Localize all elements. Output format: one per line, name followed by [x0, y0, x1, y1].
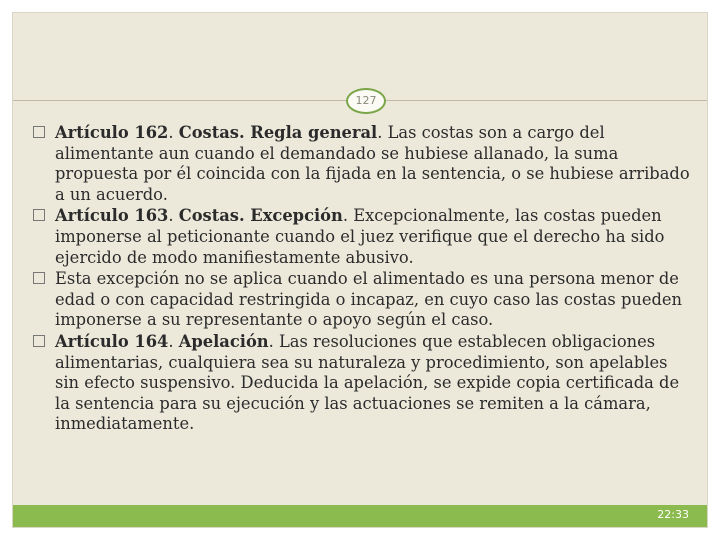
separator: . — [168, 206, 179, 226]
paragraph-article-164 — [33, 332, 693, 435]
separator: . — [168, 123, 179, 142]
paragraph-article-163 — [33, 206, 693, 268]
page-number-badge: 127 — [346, 88, 386, 114]
bullet-icon — [33, 126, 45, 138]
separator: . — [168, 331, 179, 351]
paragraph-article-162 — [33, 123, 693, 205]
article-title: Costas. Excepción — [178, 206, 343, 226]
article-body: . Excepcionalmente, las costas pueden imponerse al peticionante cuando el juez verifique que el derecho ha sido ejercido de modo manifiestamente abusivo. — [55, 206, 665, 267]
bullet-icon — [33, 335, 45, 347]
footer-bar — [13, 505, 707, 527]
article-body: . Las resoluciones que establecen obligaciones alimentarias, cualquiera sea su naturaleza y procedimiento, son apelables sin efecto suspensivo. Deducida la apelación, se expide copia certificada de la sentencia para su ejecución y las actuaciones se remiten a la cámara, inmediatamente. — [55, 331, 680, 434]
article-title: Costas. Regla general — [178, 123, 378, 142]
article-number: Artículo 164 — [55, 331, 169, 351]
article-number: Artículo 163 — [55, 206, 169, 226]
bullet-icon — [33, 209, 45, 221]
article-body: . Las costas son a cargo del alimentante aun cuando el demandado se hubiese allanado, la suma propuesta por él coincida con la fijada en la sentencia, o se hubiese arribado a un acuerdo. — [55, 123, 690, 204]
slide-content — [33, 123, 693, 436]
article-number: Artículo 162 — [55, 123, 169, 142]
slide — [12, 12, 708, 528]
footer-time: 22:33 — [657, 508, 689, 521]
paragraph-exception-note — [33, 269, 693, 331]
bullet-icon — [33, 272, 45, 284]
note-body: Esta excepción no se aplica cuando el alimentado es una persona menor de edad o con capacidad restringida o incapaz, en cuyo caso las costas pueden imponerse a su representante o apoyo según el caso. — [55, 269, 683, 330]
article-title: Apelación — [178, 331, 269, 351]
